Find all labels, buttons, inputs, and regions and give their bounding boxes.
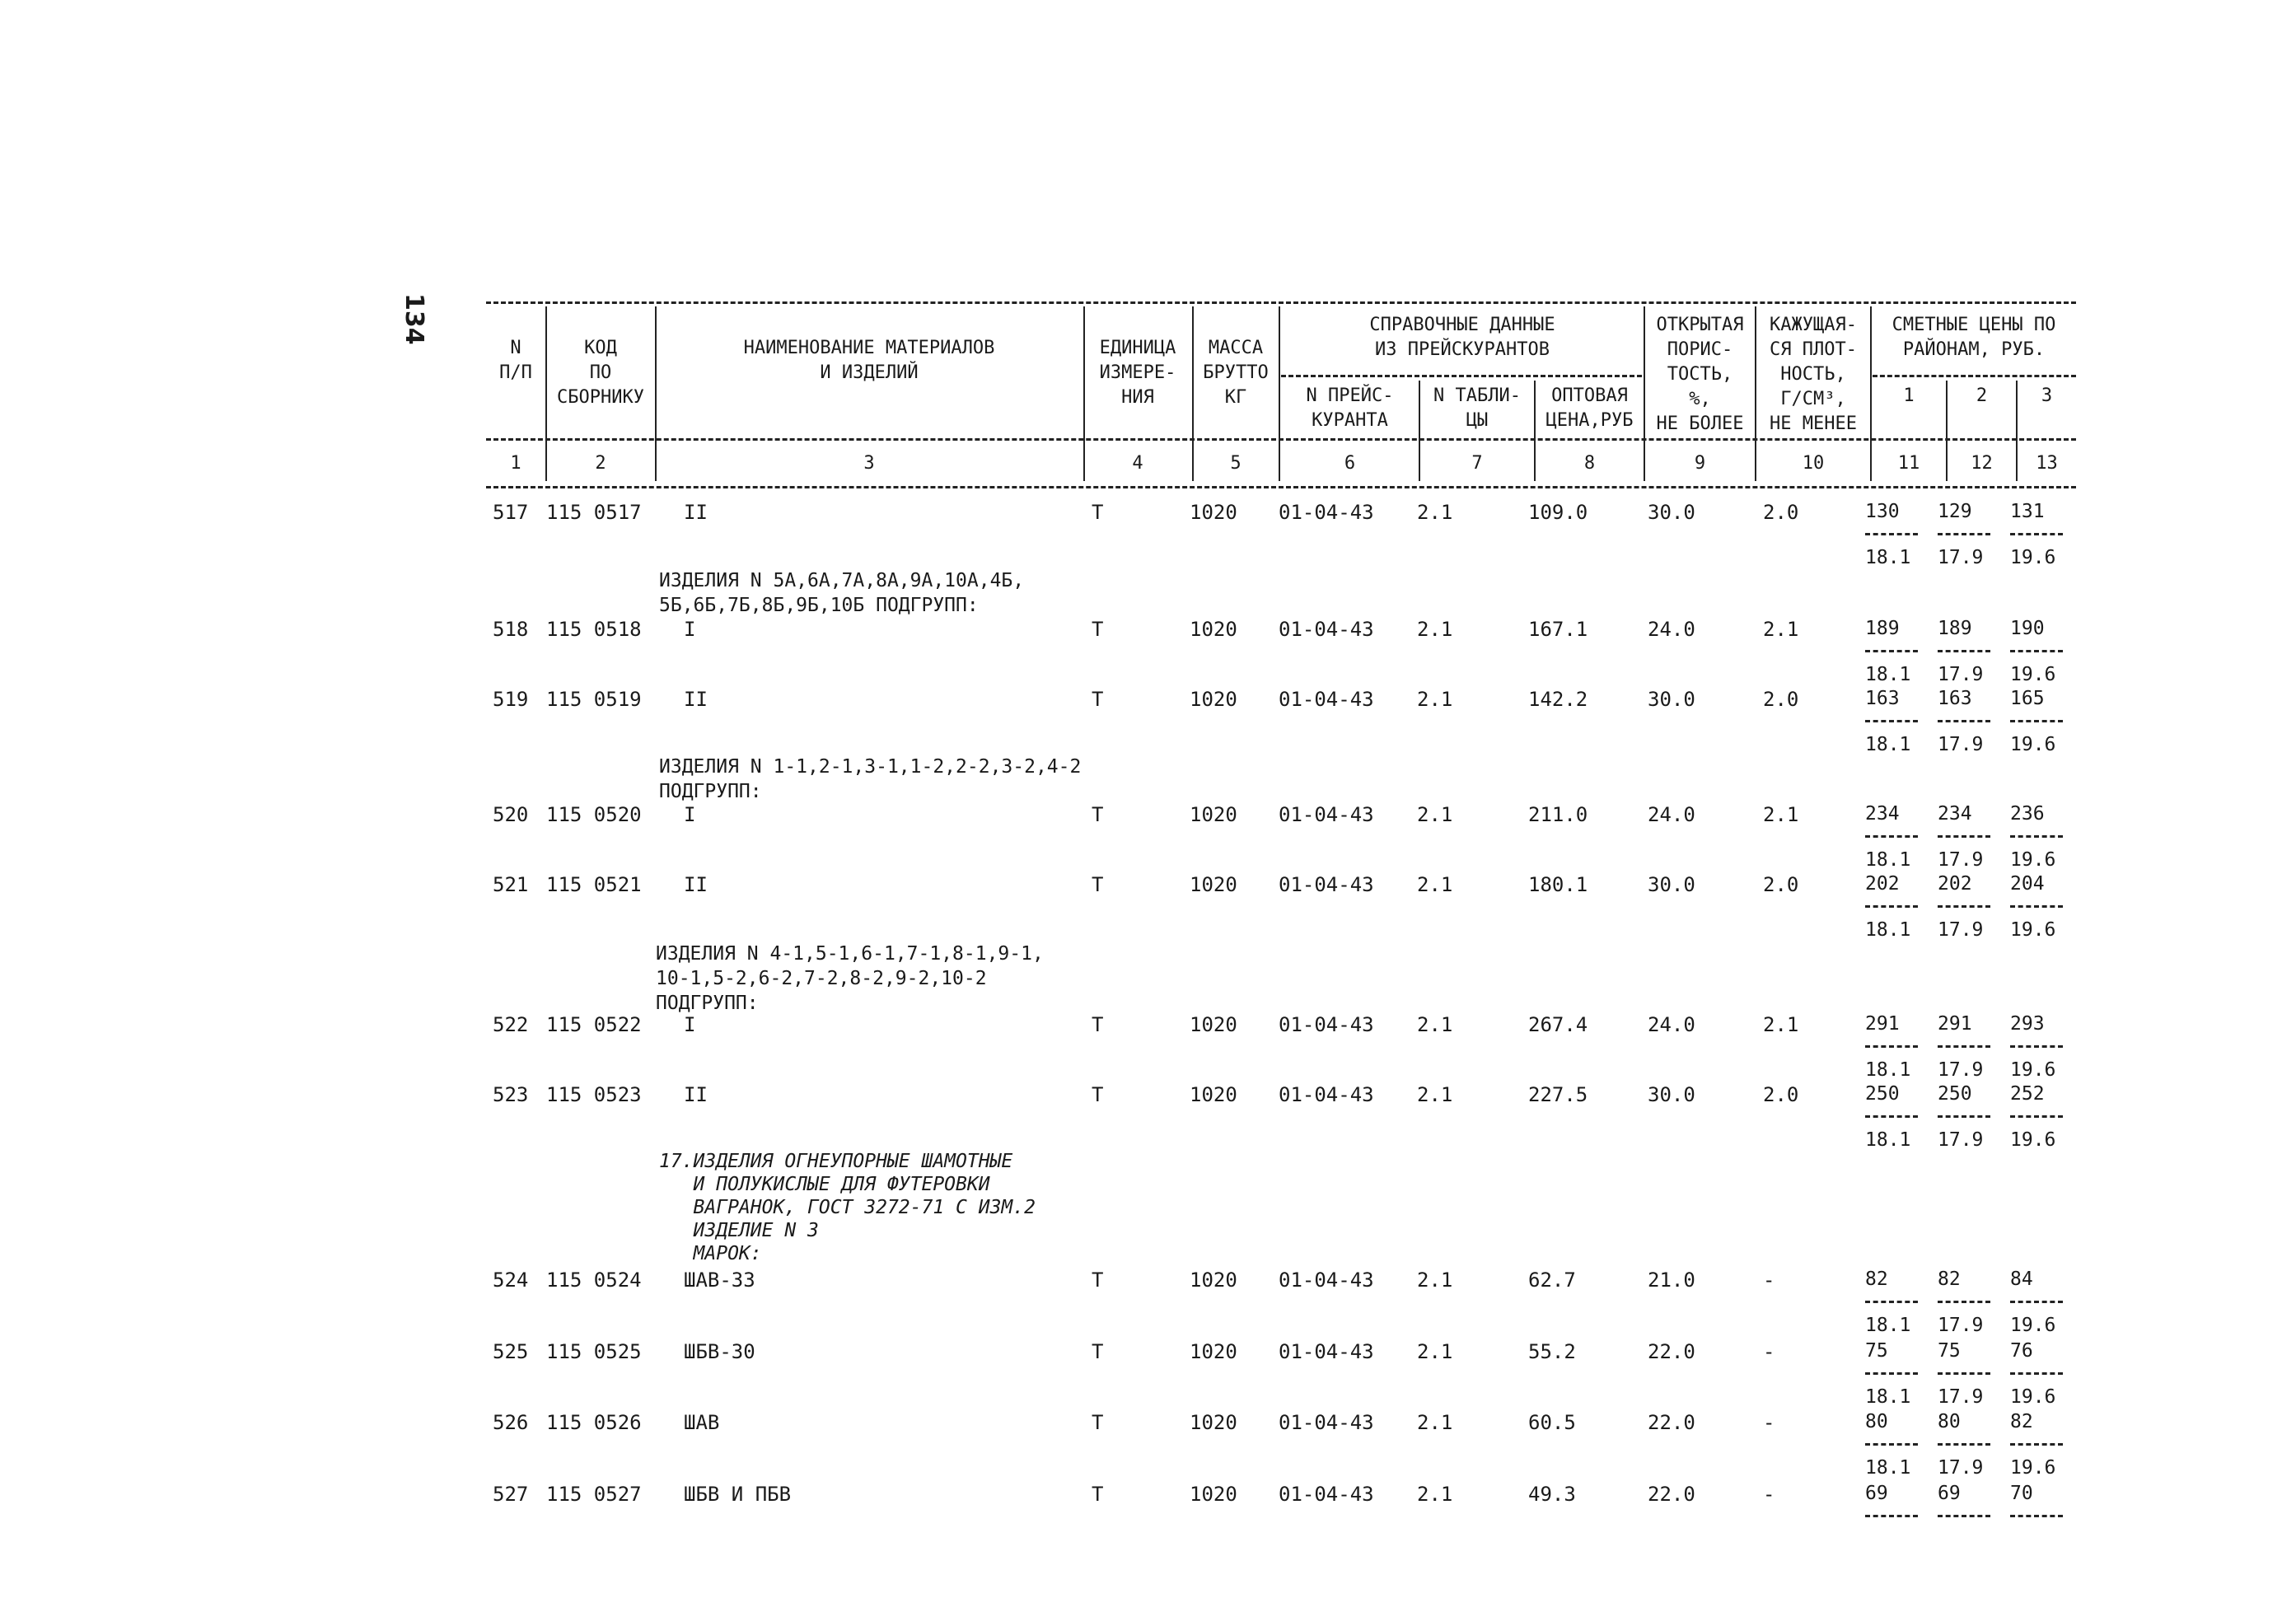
col-number-7: 7 xyxy=(1471,453,1483,474)
cell-coefficient-k1: 18.1 xyxy=(1865,1386,1911,1408)
header-line: НИЯ xyxy=(1121,387,1154,408)
cell-table: 2.1 xyxy=(1417,1013,1453,1036)
cell-estimate-p3: 293 xyxy=(2010,1013,2045,1035)
cell-unit: Т xyxy=(1092,688,1104,711)
cell-pricelist: 01-04-43 xyxy=(1279,803,1374,826)
cell-estimate-p2: 291 xyxy=(1938,1013,1972,1035)
col-number-9: 9 xyxy=(1694,453,1706,474)
group-subhead-3: ИЗДЕЛИЯ N 4-1,5-1,6-1,7-1,8-1,9-1, 10-1,5-2,6-2,7-2,8-2,9-2,10-2 ПОДГРУПП: xyxy=(656,943,1044,1014)
cell-estimate-p2: 129 xyxy=(1938,501,1972,522)
cell-coefficient-k1: 18.1 xyxy=(1865,1315,1911,1336)
cell-coefficient-k2: 17.9 xyxy=(1938,849,1984,871)
header-col-porosity xyxy=(1645,313,1755,437)
cell-coefficient-k3: 19.6 xyxy=(2010,1129,2056,1151)
cell-porosity: 30.0 xyxy=(1648,1083,1695,1106)
cell-price: 142.2 xyxy=(1528,688,1588,711)
fraction-bar xyxy=(1938,720,1990,722)
cell-estimate-p1: 202 xyxy=(1865,873,1900,895)
cell-porosity: 22.0 xyxy=(1648,1340,1695,1363)
col-number-13: 13 xyxy=(2036,453,2058,474)
cell-pricelist: 01-04-43 xyxy=(1279,688,1374,711)
col-number-10: 10 xyxy=(1802,453,1825,474)
cell-estimate-p3: 76 xyxy=(2010,1340,2033,1362)
cell-estimate-p2: 69 xyxy=(1938,1483,1961,1504)
col-number-6: 6 xyxy=(1344,453,1356,474)
col-number-2: 2 xyxy=(595,453,606,474)
fraction-bar xyxy=(2010,905,2063,908)
fraction-bar xyxy=(1865,1115,1918,1118)
fraction-bar xyxy=(1865,1045,1918,1048)
header-line: НЕ БОЛЕЕ xyxy=(1656,414,1744,434)
divider xyxy=(1279,306,1280,481)
cell-estimate-p1: 80 xyxy=(1865,1411,1888,1432)
cell-mass: 1020 xyxy=(1190,618,1237,641)
cell-coefficient-k1: 18.1 xyxy=(1865,547,1911,568)
col-number-8: 8 xyxy=(1583,453,1596,474)
cell-coefficient-k1: 18.1 xyxy=(1865,1457,1911,1479)
header-col-density xyxy=(1756,313,1870,437)
fraction-bar xyxy=(2010,1045,2063,1048)
cell-unit: Т xyxy=(1092,1269,1104,1292)
cell-mass: 1020 xyxy=(1190,501,1237,524)
header-line: КОД xyxy=(584,338,617,358)
cell-coefficient-k2: 17.9 xyxy=(1938,1129,1984,1151)
cell-pricelist: 01-04-43 xyxy=(1279,618,1374,641)
cell-estimate-p1: 130 xyxy=(1865,501,1900,522)
cell-code: 115 0523 xyxy=(546,1083,642,1106)
header-line: РАЙОНАМ, РУБ. xyxy=(1902,339,2046,360)
cell-n: 521 xyxy=(493,873,529,896)
cell-price: 109.0 xyxy=(1528,501,1588,524)
cell-porosity: 21.0 xyxy=(1648,1269,1695,1292)
cell-density: 2.0 xyxy=(1763,501,1799,524)
section-heading-17: 17.ИЗДЕЛИЯ ОГНЕУПОРНЫЕ ШАМОТНЫЕ И ПОЛУКИСЛЫЕ ДЛЯ ФУТЕРОВКИ ВАГРАНОК, ГОСТ 3272-71 С ИЗМ.2 ИЗДЕЛИЕ N 3 МАРОК: xyxy=(659,1151,1036,1264)
fraction-bar xyxy=(1865,650,1918,652)
cell-unit: Т xyxy=(1092,1411,1104,1434)
cell-code: 115 0525 xyxy=(546,1340,642,1363)
cell-price: 49.3 xyxy=(1528,1483,1576,1506)
header-line: И ИЗДЕЛИЙ xyxy=(820,362,919,383)
cell-coefficient-k2: 17.9 xyxy=(1938,1457,1984,1479)
header-line: ПО xyxy=(589,362,612,383)
header-line: N ПРЕЙС- xyxy=(1306,385,1394,406)
cell-coefficient-k1: 18.1 xyxy=(1865,1129,1911,1151)
cell-estimate-p1: 75 xyxy=(1865,1340,1888,1362)
fraction-bar xyxy=(1938,1515,1990,1517)
group-subhead-2: ИЗДЕЛИЯ N 1-1,2-1,3-1,1-2,2-2,3-2,4-2 ПОДГРУПП: xyxy=(659,756,1082,802)
cell-estimate-p1: 189 xyxy=(1865,618,1900,639)
cell-estimate-p2: 250 xyxy=(1938,1083,1972,1105)
header-line: ЕДИНИЦА xyxy=(1099,338,1176,358)
cell-price: 211.0 xyxy=(1528,803,1588,826)
header-line: СБОРНИКУ xyxy=(557,387,644,408)
fraction-bar xyxy=(2010,533,2063,535)
fraction-bar xyxy=(2010,720,2063,722)
header-ref-group xyxy=(1281,313,1644,362)
header-line: СПРАВОЧНЫЕ ДАННЫЕ xyxy=(1369,315,1555,335)
cell-estimate-p1: 291 xyxy=(1865,1013,1900,1035)
header-col-pricelist xyxy=(1281,384,1419,433)
cell-estimate-p2: 189 xyxy=(1938,618,1972,639)
header-line: ОТКРЫТАЯ xyxy=(1656,315,1744,335)
cell-code: 115 0520 xyxy=(546,803,642,826)
cell-table: 2.1 xyxy=(1417,1411,1453,1434)
cell-table: 2.1 xyxy=(1417,618,1453,641)
header-line: МАССА xyxy=(1208,338,1264,358)
cell-estimate-p3: 70 xyxy=(2010,1483,2033,1504)
col-number-5: 5 xyxy=(1230,453,1242,474)
header-line: ИЗ ПРЕЙСКУРАНТОВ xyxy=(1375,339,1550,360)
header-line: ТОСТЬ, xyxy=(1667,364,1733,385)
header-line: П/П xyxy=(499,362,532,383)
header-line: КГ xyxy=(1224,387,1247,408)
header-top-rule xyxy=(486,301,2076,304)
cell-price: 227.5 xyxy=(1528,1083,1588,1106)
cell-coefficient-k3: 19.6 xyxy=(2010,1059,2056,1081)
cell-coefficient-k2: 17.9 xyxy=(1938,1059,1984,1081)
header-col-code xyxy=(547,336,654,410)
fraction-bar xyxy=(1938,1372,1990,1375)
cell-n: 527 xyxy=(493,1483,529,1506)
cell-estimate-p2: 202 xyxy=(1938,873,1972,895)
cell-porosity: 24.0 xyxy=(1648,1013,1695,1036)
cell-coefficient-k1: 18.1 xyxy=(1865,849,1911,871)
header-line: Г/СМ³, xyxy=(1780,389,1846,409)
cell-coefficient-k1: 18.1 xyxy=(1865,1059,1911,1081)
col-number-11: 11 xyxy=(1897,453,1920,474)
cell-coefficient-k3: 19.6 xyxy=(2010,1315,2056,1336)
header-region-2: 2 xyxy=(1976,385,1988,406)
cell-unit: Т xyxy=(1092,501,1104,524)
cell-estimate-p3: 165 xyxy=(2010,688,2045,709)
cell-coefficient-k2: 17.9 xyxy=(1938,547,1984,568)
cell-pricelist: 01-04-43 xyxy=(1279,1340,1374,1363)
header-line: СЯ ПЛОТ- xyxy=(1770,339,1857,360)
cell-price: 55.2 xyxy=(1528,1340,1576,1363)
cell-estimate-p2: 163 xyxy=(1938,688,1972,709)
cell-coefficient-k3: 19.6 xyxy=(2010,849,2056,871)
cell-name: II xyxy=(684,688,708,711)
cell-density: - xyxy=(1763,1340,1775,1363)
cell-estimate-p3: 252 xyxy=(2010,1083,2045,1105)
header-line: НЕ МЕНЕЕ xyxy=(1770,414,1857,434)
col-number-3: 3 xyxy=(863,453,875,474)
cell-coefficient-k3: 19.6 xyxy=(2010,734,2056,755)
cell-estimate-p1: 163 xyxy=(1865,688,1900,709)
fraction-bar xyxy=(1865,1372,1918,1375)
header-line: ЦЕНА,РУБ xyxy=(1545,410,1634,431)
cell-code: 115 0522 xyxy=(546,1013,642,1036)
cell-name: ШБВ-30 xyxy=(684,1340,755,1363)
cell-code: 115 0519 xyxy=(546,688,642,711)
header-col-no xyxy=(486,336,545,385)
cell-pricelist: 01-04-43 xyxy=(1279,1483,1374,1506)
cell-mass: 1020 xyxy=(1190,873,1237,896)
fraction-bar xyxy=(2010,1515,2063,1517)
header-mid-rule xyxy=(486,438,2076,441)
cell-density: - xyxy=(1763,1269,1775,1292)
cell-porosity: 30.0 xyxy=(1648,873,1695,896)
fraction-bar xyxy=(1938,1045,1990,1048)
cell-table: 2.1 xyxy=(1417,1340,1453,1363)
cell-code: 115 0521 xyxy=(546,873,642,896)
cell-mass: 1020 xyxy=(1190,803,1237,826)
est-group-rule xyxy=(1873,375,2076,377)
fraction-bar xyxy=(1865,533,1918,535)
header-col-table xyxy=(1420,384,1534,433)
header-line: ЦЫ xyxy=(1466,410,1489,431)
cell-n: 524 xyxy=(493,1269,529,1292)
cell-porosity: 30.0 xyxy=(1648,501,1695,524)
header-col-name xyxy=(657,336,1082,385)
header-region-1: 1 xyxy=(1903,385,1915,406)
cell-table: 2.1 xyxy=(1417,501,1453,524)
ref-group-rule xyxy=(1281,375,1642,377)
cell-estimate-p1: 234 xyxy=(1865,803,1900,825)
cell-n: 525 xyxy=(493,1340,529,1363)
cell-unit: Т xyxy=(1092,1013,1104,1036)
cell-coefficient-k1: 18.1 xyxy=(1865,734,1911,755)
cell-n: 526 xyxy=(493,1411,529,1434)
cell-estimate-p2: 234 xyxy=(1938,803,1972,825)
cell-porosity: 22.0 xyxy=(1648,1411,1695,1434)
cell-name: ШАВ-33 xyxy=(684,1269,755,1292)
cell-mass: 1020 xyxy=(1190,1013,1237,1036)
group-subhead-1: ИЗДЕЛИЯ N 5А,6А,7А,8А,9А,10А,4Б, 5Б,6Б,7Б,8Б,9Б,10Б ПОДГРУПП: xyxy=(659,570,1025,616)
cell-name: I xyxy=(684,803,696,826)
header-line: N xyxy=(510,338,521,358)
cell-name: ШБВ И ПБВ xyxy=(684,1483,792,1506)
header-line: НАИМЕНОВАНИЕ МАТЕРИАЛОВ xyxy=(743,338,995,358)
cell-pricelist: 01-04-43 xyxy=(1279,501,1374,524)
fraction-bar xyxy=(2010,1301,2063,1303)
cell-estimate-p3: 190 xyxy=(2010,618,2045,639)
cell-porosity: 24.0 xyxy=(1648,618,1695,641)
cell-pricelist: 01-04-43 xyxy=(1279,1083,1374,1106)
cell-density: 2.0 xyxy=(1763,873,1799,896)
cell-n: 519 xyxy=(493,688,529,711)
cell-mass: 1020 xyxy=(1190,1411,1237,1434)
cell-table: 2.1 xyxy=(1417,803,1453,826)
fraction-bar xyxy=(1938,1115,1990,1118)
header-line: ОПТОВАЯ xyxy=(1551,385,1628,406)
cell-code: 115 0517 xyxy=(546,501,642,524)
header-line: ПОРИС- xyxy=(1667,339,1733,360)
cell-coefficient-k1: 18.1 xyxy=(1865,664,1911,685)
cell-price: 62.7 xyxy=(1528,1269,1576,1292)
cell-unit: Т xyxy=(1092,1340,1104,1363)
cell-density: 2.1 xyxy=(1763,1013,1799,1036)
cell-porosity: 30.0 xyxy=(1648,688,1695,711)
header-col-wholesale xyxy=(1536,384,1644,433)
cell-estimate-p3: 84 xyxy=(2010,1269,2033,1290)
col-number-4: 4 xyxy=(1132,453,1143,474)
cell-name: II xyxy=(684,501,708,524)
col-number-12: 12 xyxy=(1971,453,1993,474)
page-number: 134 xyxy=(400,293,428,345)
cell-name: ШАВ xyxy=(684,1411,720,1434)
cell-coefficient-k2: 17.9 xyxy=(1938,664,1984,685)
fraction-bar xyxy=(1938,905,1990,908)
cell-density: 2.0 xyxy=(1763,1083,1799,1106)
cell-mass: 1020 xyxy=(1190,1269,1237,1292)
fraction-bar xyxy=(1865,835,1918,838)
cell-coefficient-k2: 17.9 xyxy=(1938,1386,1984,1408)
fraction-bar xyxy=(1865,1301,1918,1303)
cell-table: 2.1 xyxy=(1417,873,1453,896)
cell-n: 517 xyxy=(493,501,529,524)
cell-coefficient-k1: 18.1 xyxy=(1865,919,1911,941)
fraction-bar xyxy=(2010,835,2063,838)
cell-mass: 1020 xyxy=(1190,1340,1237,1363)
fraction-bar xyxy=(1865,905,1918,908)
cell-pricelist: 01-04-43 xyxy=(1279,1269,1374,1292)
header-line: КУРАНТА xyxy=(1312,410,1388,431)
cell-mass: 1020 xyxy=(1190,1483,1237,1506)
header-line: %, xyxy=(1689,389,1711,409)
header-line: БРУТТО xyxy=(1203,362,1269,383)
cell-table: 2.1 xyxy=(1417,1483,1453,1506)
cell-mass: 1020 xyxy=(1190,688,1237,711)
fraction-bar xyxy=(1938,1443,1990,1446)
cell-table: 2.1 xyxy=(1417,1269,1453,1292)
header-line: ИЗМЕРЕ- xyxy=(1099,362,1176,383)
cell-code: 115 0518 xyxy=(546,618,642,641)
header-est-group xyxy=(1872,313,2076,362)
header-col-mass xyxy=(1194,336,1278,410)
header-line: КАЖУЩАЯ- xyxy=(1770,315,1857,335)
cell-code: 115 0527 xyxy=(546,1483,642,1506)
cell-name: II xyxy=(684,1083,708,1106)
cell-porosity: 24.0 xyxy=(1648,803,1695,826)
cell-n: 518 xyxy=(493,618,529,641)
col-number-1: 1 xyxy=(510,453,521,474)
cell-estimate-p2: 82 xyxy=(1938,1269,1961,1290)
cell-table: 2.1 xyxy=(1417,1083,1453,1106)
header-bottom-rule xyxy=(486,486,2076,488)
fraction-bar xyxy=(2010,1443,2063,1446)
cell-estimate-p3: 236 xyxy=(2010,803,2045,825)
cell-unit: Т xyxy=(1092,803,1104,826)
fraction-bar xyxy=(2010,1115,2063,1118)
header-line: СМЕТНЫЕ ЦЕНЫ ПО xyxy=(1892,315,2056,335)
cell-price: 267.4 xyxy=(1528,1013,1588,1036)
cell-coefficient-k3: 19.6 xyxy=(2010,1457,2056,1479)
cell-n: 520 xyxy=(493,803,529,826)
cell-pricelist: 01-04-43 xyxy=(1279,1013,1374,1036)
cell-price: 167.1 xyxy=(1528,618,1588,641)
cell-porosity: 22.0 xyxy=(1648,1483,1695,1506)
cell-unit: Т xyxy=(1092,618,1104,641)
cell-density: 2.1 xyxy=(1763,618,1799,641)
fraction-bar xyxy=(1865,720,1918,722)
header-line: N ТАБЛИ- xyxy=(1433,385,1521,406)
cell-pricelist: 01-04-43 xyxy=(1279,1411,1374,1434)
fraction-bar xyxy=(1865,1443,1918,1446)
cell-coefficient-k3: 19.6 xyxy=(2010,547,2056,568)
fraction-bar xyxy=(2010,1372,2063,1375)
cell-coefficient-k2: 17.9 xyxy=(1938,919,1984,941)
cell-n: 523 xyxy=(493,1083,529,1106)
fraction-bar xyxy=(1865,1515,1918,1517)
cell-coefficient-k2: 17.9 xyxy=(1938,734,1984,755)
cell-coefficient-k3: 19.6 xyxy=(2010,1386,2056,1408)
cell-estimate-p1: 69 xyxy=(1865,1483,1888,1504)
cell-density: - xyxy=(1763,1411,1775,1434)
cell-name: II xyxy=(684,873,708,896)
cell-estimate-p2: 75 xyxy=(1938,1340,1961,1362)
cell-price: 180.1 xyxy=(1528,873,1588,896)
fraction-bar xyxy=(1938,533,1990,535)
cell-unit: Т xyxy=(1092,873,1104,896)
cell-estimate-p3: 82 xyxy=(2010,1411,2033,1432)
header-line: НОСТЬ, xyxy=(1780,364,1846,385)
cell-estimate-p3: 204 xyxy=(2010,873,2045,895)
header-region-3: 3 xyxy=(2041,385,2053,406)
fraction-bar xyxy=(1938,835,1990,838)
cell-n: 522 xyxy=(493,1013,529,1036)
cell-estimate-p3: 131 xyxy=(2010,501,2045,522)
cell-density: - xyxy=(1763,1483,1775,1506)
cell-code: 115 0524 xyxy=(546,1269,642,1292)
cell-coefficient-k3: 19.6 xyxy=(2010,919,2056,941)
cell-estimate-p2: 80 xyxy=(1938,1411,1961,1432)
cell-code: 115 0526 xyxy=(546,1411,642,1434)
cell-density: 2.0 xyxy=(1763,688,1799,711)
cell-estimate-p1: 250 xyxy=(1865,1083,1900,1105)
cell-coefficient-k3: 19.6 xyxy=(2010,664,2056,685)
fraction-bar xyxy=(1938,650,1990,652)
cell-mass: 1020 xyxy=(1190,1083,1237,1106)
fraction-bar xyxy=(1938,1301,1990,1303)
cell-unit: Т xyxy=(1092,1483,1104,1506)
cell-table: 2.1 xyxy=(1417,688,1453,711)
cell-name: I xyxy=(684,1013,696,1036)
cell-estimate-p1: 82 xyxy=(1865,1269,1888,1290)
header-col-unit xyxy=(1085,336,1190,410)
cell-price: 60.5 xyxy=(1528,1411,1576,1434)
cell-coefficient-k2: 17.9 xyxy=(1938,1315,1984,1336)
cell-name: I xyxy=(684,618,696,641)
cell-pricelist: 01-04-43 xyxy=(1279,873,1374,896)
cell-unit: Т xyxy=(1092,1083,1104,1106)
fraction-bar xyxy=(2010,650,2063,652)
cell-density: 2.1 xyxy=(1763,803,1799,826)
